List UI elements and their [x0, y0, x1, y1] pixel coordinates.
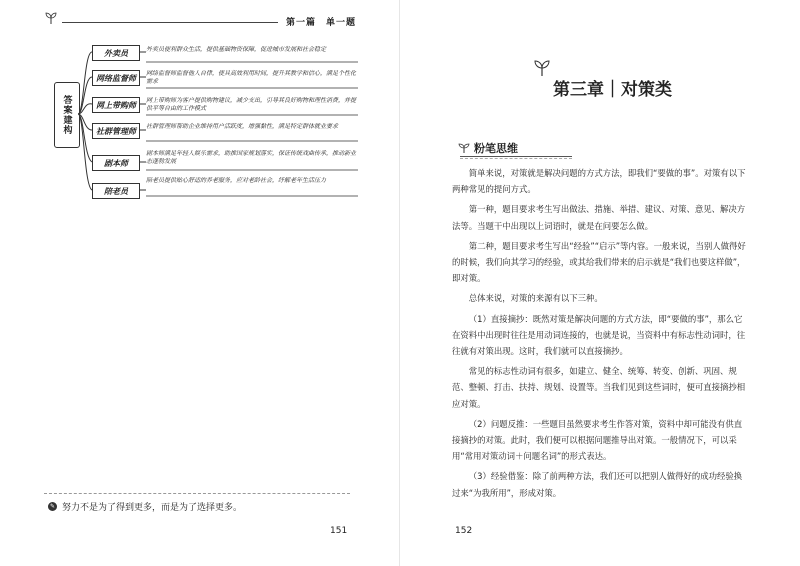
section-rule [460, 156, 572, 157]
mindmap-desc: 社群管理师帮助企业维持用户活跃度，增强黏性，满足特定群体就业要求 [146, 123, 339, 130]
mindmap-node: 陪老员 [92, 183, 140, 199]
sprout-icon [533, 60, 551, 76]
leaf-icon [458, 143, 470, 153]
paragraph: 总体来说，对策的来源有以下三种。 [468, 293, 603, 304]
mindmap-desc: 网上带购师为客户提供购物建议，减少支出，引导其良好购物和理性消费，并提供平等自由的工作模式 [146, 97, 357, 112]
mindmap-node: 网络监督师 [92, 70, 140, 86]
body-text [452, 165, 750, 505]
paragraph: （3）经验借鉴：除了前两种方法，我们还可以把别人做得好的成功经验换过来“为我所用”，形成对策。 [452, 471, 743, 498]
section-rule-dashed [460, 158, 572, 159]
mindmap-node: 社群管理师 [92, 123, 140, 139]
mindmap-root: 答案建构 [54, 82, 80, 148]
mindmap-node: 剧本师 [92, 155, 140, 171]
quote-icon: ✎ [49, 503, 56, 510]
mindmap-desc: 网络监督师监督他人自律，使具高效利用时间，提升其教学和信心，满足个性化需求 [146, 70, 357, 85]
footnote-divider [44, 493, 350, 494]
mindmap-node: 外卖员 [92, 45, 140, 61]
mindmap-desc: 陪老员提供贴心舒适的养老服务，应对老龄社会，纾解老年生活压力 [146, 177, 327, 184]
mindmap-desc: 外卖员便利群众生活，提供基础物资保障，促进城市发展和社会稳定 [146, 46, 327, 53]
paragraph: 第一种，题目要求考生写出做法、措施、举措、建议、对策、意见、解决方法等。当题干中出现以上词语时，就是在问要怎么做。 [452, 204, 746, 231]
footnote: 努力不是为了得到更多，而是为了选择更多。 [62, 503, 243, 513]
paragraph: 简单来说，对策就是解决问题的方式方法，即我们“要做的事”。对策有以下两种常见的提问方式。 [452, 168, 746, 195]
section-heading-text: 粉笔思维 [474, 142, 518, 155]
paragraph: （2）问题反推：一些题目虽然要求考生作答对策，资料中却可能没有供直接摘抄的对策。此时，我们便可以根据问题推导出对策。一般情况下，可以采用“常用对策动词＋问题名词”的形式表达。 [452, 418, 743, 462]
paragraph: 第二种，题目要求考生写出“经验”“启示”等内容。一般来说，当别人做得好的时候，我们向其学习的经验，或其给我们带来的启示就是“我们也要这样做”，即对策。 [452, 240, 746, 284]
paragraph: （1）直接摘抄：既然对策是解决问题的方式方法，即“要做的事”，那么它在资料中出现时往往是用动词连接的，也就是说，当资料中有标志性动词时，往往就有对策出现。这时，我们就可以直接摘抄。 [452, 313, 746, 357]
chapter-title: 第三章｜对策类 [553, 80, 672, 100]
running-header: 第一篇 单一题 [286, 18, 357, 28]
mindmap-desc: 剧本师满足年轻人娱乐需求，助推国家规划落实，保证传统戏曲传承，推动新业态蓬勃发展 [146, 150, 357, 165]
page-number: 151 [330, 526, 348, 536]
paragraph: 常见的标志性动词有很多，如建立、健全、统筹、转变、创新、巩固、规范、整顿、打击、扶持、规划、设置等。当我们见到这些词时，便可直接摘抄相应对策。 [452, 366, 746, 409]
page-number: 152 [455, 526, 473, 536]
right-page [400, 0, 800, 566]
mindmap-node: 网上带购师 [92, 97, 140, 113]
section-heading [458, 140, 518, 156]
